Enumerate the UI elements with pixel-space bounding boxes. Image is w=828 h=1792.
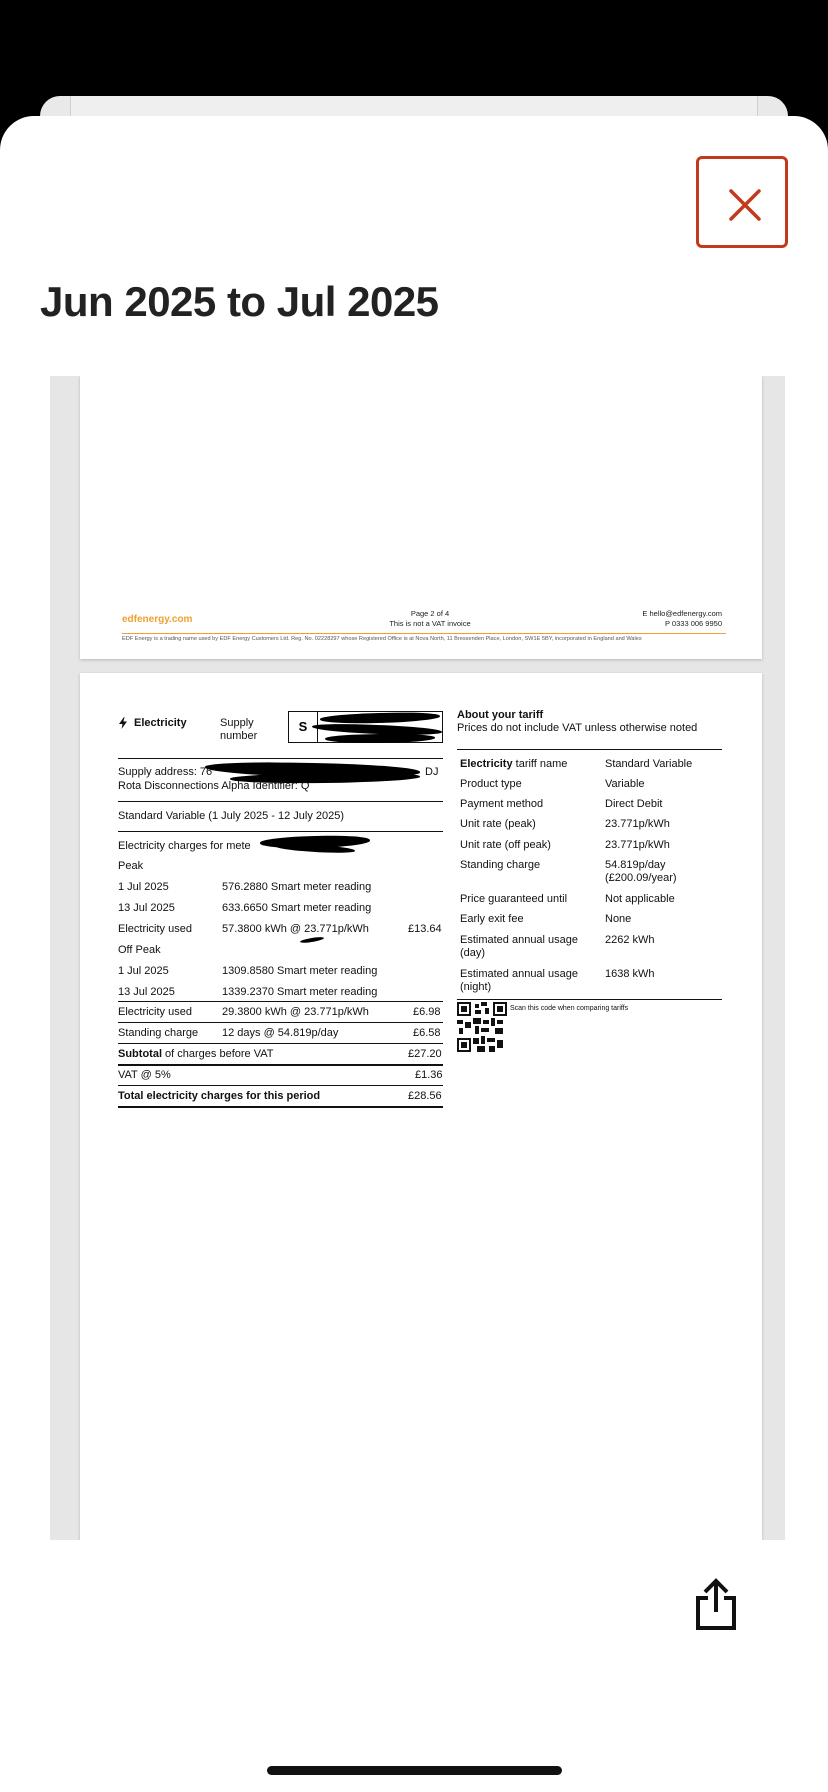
vat-amount: £1.36: [415, 1069, 443, 1081]
home-indicator[interactable]: [267, 1766, 562, 1775]
vat-note: This is not a VAT invoice: [389, 619, 471, 628]
divider: [118, 1106, 443, 1108]
peak-used-amount: £13.64: [408, 923, 442, 935]
total-label: Total electricity charges for this period: [118, 1090, 321, 1102]
tariff-row-label: Product type: [460, 778, 522, 790]
standing-charge-label: Standing charge: [118, 1027, 199, 1039]
supply-number-label: Supply number: [220, 717, 258, 742]
offpeak-reading-value: 1339.2370 Smart meter reading: [222, 986, 378, 998]
divider: [457, 999, 722, 1000]
tariff-name-rest: tariff name: [512, 758, 568, 770]
footer-divider: [122, 633, 726, 634]
tariff-name-bold: Electricity: [460, 758, 513, 770]
tariff-row-label: Unit rate (peak): [460, 818, 536, 830]
tariff-row-value: 23.771p/kWh: [605, 839, 670, 851]
tariff-name-label: [460, 758, 567, 771]
bill-page-1: [80, 376, 762, 659]
qr-code-icon: [457, 1002, 507, 1052]
tariff-row-label: Standing charge: [460, 859, 541, 871]
page-footer-center: [330, 609, 530, 629]
legal-text: EDF Energy is a trading name used by EDF Energy Customers Ltd. Reg. No. 02228297 whose Registered Office is at Nova North, 11 Bressenden Place, London, SW1E 5BY, incorporated in England and Wales: [122, 636, 642, 642]
subtotal-rest: of charges before VAT: [162, 1048, 274, 1060]
offpeak-used-label: Electricity used: [118, 1006, 192, 1018]
qr-note: Scan this code when comparing tariffs: [510, 1005, 629, 1012]
offpeak-label: Off Peak: [118, 944, 161, 956]
divider: [118, 801, 443, 802]
tariff-row-label: (night): [460, 981, 492, 993]
standing-charge-amount: £6.58: [413, 1027, 441, 1039]
peak-label: Peak: [118, 860, 144, 872]
redaction-mark: [300, 936, 324, 944]
tariff-row-value: (£200.09/year): [605, 872, 677, 884]
tariff-row-value: 1638 kWh: [605, 968, 655, 980]
brand-link: edfenergy.com: [122, 614, 193, 625]
total-amount: £28.56: [408, 1090, 442, 1102]
offpeak-used-amount: £6.98: [413, 1006, 441, 1018]
close-icon: [727, 187, 763, 223]
tariff-row-value: Not applicable: [605, 893, 675, 905]
offpeak-reading-date: 1 Jul 2025: [118, 965, 169, 977]
subtotal-amount: £27.20: [408, 1048, 442, 1060]
supply-address-end: DJ: [425, 766, 439, 778]
meter-charges-label: Electricity charges for mete: [118, 840, 251, 852]
tariff-title: About your tariff: [457, 709, 544, 721]
contact-email: E hello@edfenergy.com: [642, 609, 722, 618]
peak-used-desc: 57.3800 kWh @ 23.771p/kWh: [222, 923, 369, 935]
offpeak-reading-date: 13 Jul 2025: [118, 986, 175, 998]
close-button[interactable]: [696, 156, 788, 248]
offpeak-reading-value: 1309.8580 Smart meter reading: [222, 965, 378, 977]
tariff-row-label: Unit rate (off peak): [460, 839, 551, 851]
vat-label: VAT @ 5%: [118, 1069, 171, 1081]
tariff-row-value: Variable: [605, 778, 645, 790]
bill-page-2: [80, 673, 762, 1540]
standing-charge-desc: 12 days @ 54.819p/day: [222, 1027, 339, 1039]
tariff-name-value: Standard Variable: [605, 758, 693, 770]
share-button[interactable]: [688, 1576, 744, 1632]
peak-used-label: Electricity used: [118, 923, 192, 935]
tariff-row-value: 2262 kWh: [605, 934, 655, 946]
tariff-row-label: (day): [460, 947, 486, 959]
tariff-row-label: Early exit fee: [460, 913, 524, 925]
divider: [118, 831, 443, 832]
tariff-subtitle: Prices do not include VAT unless otherwise noted: [457, 722, 698, 734]
offpeak-used-desc: 29.3800 kWh @ 23.771p/kWh: [222, 1006, 369, 1018]
rota-identifier: Rota Disconnections Alpha Identifier: Q: [118, 780, 310, 792]
page-footer-contact: [642, 609, 722, 629]
page-title: Jun 2025 to Jul 2025: [40, 278, 439, 325]
tariff-period: Standard Variable (1 July 2025 - 12 July 2025): [118, 810, 345, 822]
divider: [118, 1064, 443, 1066]
contact-phone: P 0333 006 9950: [664, 619, 722, 628]
divider: [118, 1001, 443, 1002]
divider: [118, 758, 443, 759]
subtotal-bold: Subtotal: [118, 1048, 162, 1060]
divider: [118, 1022, 443, 1023]
document-viewer[interactable]: [50, 376, 785, 1540]
tariff-row-value: 54.819p/day: [605, 859, 666, 871]
tariff-row-label: Estimated annual usage: [460, 968, 579, 980]
peak-reading-date: 13 Jul 2025: [118, 902, 175, 914]
tariff-row-label: Estimated annual usage: [460, 934, 579, 946]
supply-code: S: [289, 712, 318, 742]
page-number: Page 2 of 4: [410, 609, 450, 618]
divider: [118, 1043, 443, 1044]
tariff-row-value: Direct Debit: [605, 798, 663, 810]
lightning-bolt-icon: [119, 717, 127, 729]
subtotal-label: [118, 1048, 273, 1061]
supply-address: Supply address: 76: [118, 766, 213, 778]
peak-reading-value: 576.2880 Smart meter reading: [222, 881, 372, 893]
peak-reading-date: 1 Jul 2025: [118, 881, 169, 893]
tariff-row-value: 23.771p/kWh: [605, 818, 670, 830]
divider: [118, 1085, 443, 1086]
peak-reading-value: 633.6650 Smart meter reading: [222, 902, 372, 914]
share-icon: [688, 1576, 744, 1632]
tariff-row-value: None: [605, 913, 632, 925]
tariff-row-label: Price guaranteed until: [460, 893, 568, 905]
tariff-row-label: Payment method: [460, 798, 544, 810]
section-title: Electricity: [134, 717, 187, 729]
divider: [457, 749, 722, 750]
